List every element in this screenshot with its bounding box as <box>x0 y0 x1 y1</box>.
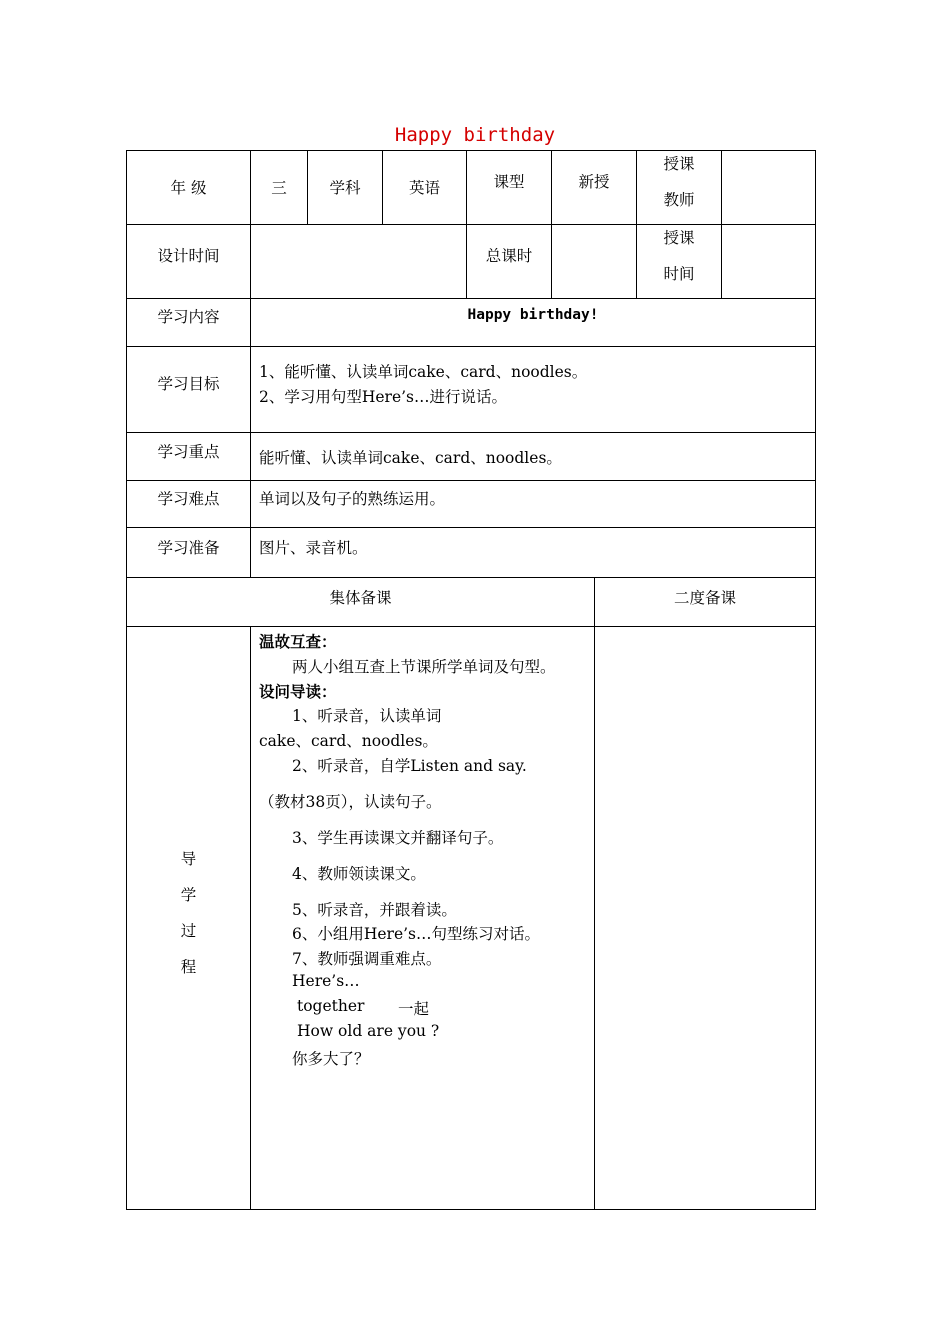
goal-line-1: 1、能听懂、认读单词cake、card、noodles。 <box>259 363 588 381</box>
phrase-together-en: together <box>297 997 365 1015</box>
goal-label: 学习目标 <box>157 375 220 393</box>
step-1: 1、听录音，认读单词 <box>292 707 442 725</box>
step-2-continued: （教材38页），认读句子。 <box>259 793 442 811</box>
phrase-heres: Here’s… <box>292 972 360 990</box>
process-label-char-3: 过 <box>180 922 197 940</box>
teacher-label-line1: 授课 <box>663 155 695 173</box>
preparation-label: 学习准备 <box>157 539 220 557</box>
subject-value: 英语 <box>408 179 440 197</box>
key-point-label: 学习重点 <box>157 443 220 461</box>
step-6: 6、小组用Here’s…句型练习对话。 <box>292 925 541 943</box>
step-4: 4、教师领读课文。 <box>292 865 426 883</box>
lesson-type-value: 新授 <box>578 173 610 191</box>
teacher-label-line2: 教师 <box>663 191 695 209</box>
step-5: 5、听录音，并跟着读。 <box>292 901 457 919</box>
second-prep-label: 二度备课 <box>673 589 736 607</box>
lesson-type-label: 课型 <box>493 173 525 191</box>
difficulty-label: 学习难点 <box>157 490 220 508</box>
design-time-label: 设计时间 <box>157 247 220 265</box>
guide-heading: 设问导读： <box>259 683 337 701</box>
grade-value: 三 <box>271 179 287 197</box>
collective-prep-label: 集体备课 <box>329 589 392 607</box>
process-label-char-1: 导 <box>180 850 197 868</box>
phrase-together-zh: 一起 <box>398 1000 430 1018</box>
preparation-value: 图片、录音机。 <box>259 539 368 557</box>
goal-line-2: 2、学习用句型Here’s…进行说话。 <box>259 388 508 406</box>
content-value: Happy birthday! <box>467 307 599 323</box>
teach-time-label-line1: 授课 <box>663 229 695 247</box>
phrase-how-old-zh: 你多大了？ <box>292 1050 370 1068</box>
grade-label: 年 级 <box>170 179 207 197</box>
document-title: Happy birthday <box>394 124 556 146</box>
key-point-value: 能听懂、认读单词cake、card、noodles。 <box>259 449 562 467</box>
step-3: 3、学生再读课文并翻译句子。 <box>292 829 504 847</box>
step-1-words: cake、card、noodles。 <box>259 732 438 750</box>
total-hours-label: 总课时 <box>485 247 533 265</box>
content-label: 学习内容 <box>157 308 220 326</box>
phrase-how-old-en: How old are you ? <box>297 1022 440 1040</box>
step-2: 2、听录音，自学Listen and say. <box>292 757 527 775</box>
review-heading: 温故互查： <box>259 633 337 651</box>
step-7: 7、教师强调重难点。 <box>292 950 442 968</box>
teach-time-label-line2: 时间 <box>663 265 695 283</box>
review-text: 两人小组互查上节课所学单词及句型。 <box>292 658 556 676</box>
process-label-char-4: 程 <box>180 958 197 976</box>
subject-label: 学科 <box>329 179 361 197</box>
difficulty-value: 单词以及句子的熟练运用。 <box>259 490 446 508</box>
process-label-char-2: 学 <box>180 886 197 904</box>
